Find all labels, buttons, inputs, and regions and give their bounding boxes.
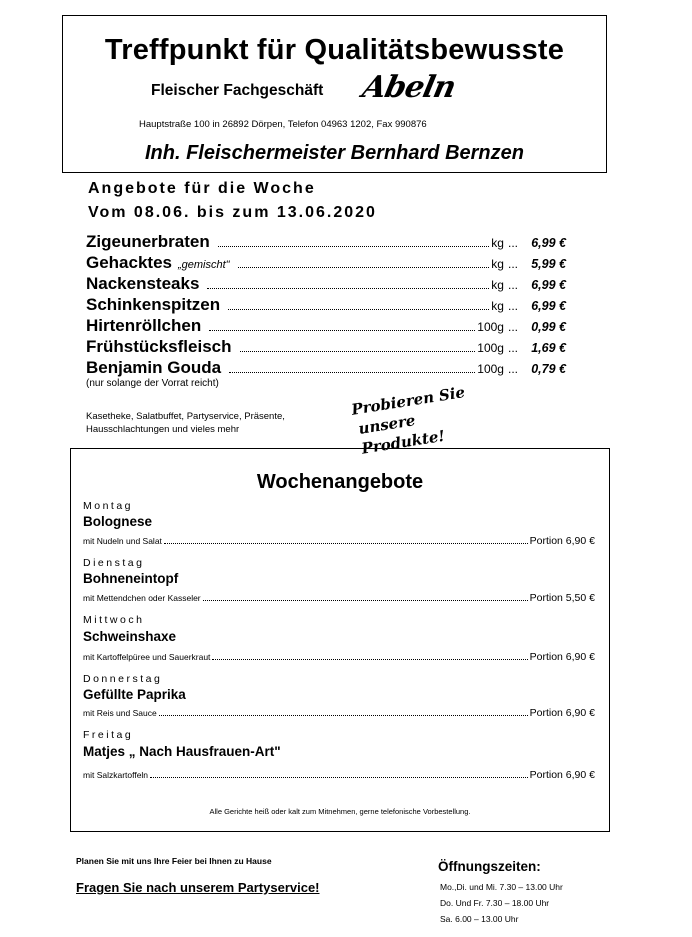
leader-dots: [164, 542, 528, 544]
leader-dots: [238, 266, 490, 268]
leader-dots: [212, 658, 527, 660]
product-name: Hirtenröllchen: [86, 316, 202, 335]
product-name: Zigeunerbraten: [86, 232, 210, 251]
product-note: „gemischt": [178, 259, 230, 271]
product-unit: 100g: [477, 320, 504, 334]
product-unit: kg: [491, 236, 504, 250]
offers-date-range: Vom 08.06. bis zum 13.06.2020: [88, 204, 377, 221]
dish-name: Bolognese: [83, 514, 153, 529]
day-label: Mittwoch: [83, 614, 145, 626]
leader-dots: [240, 350, 476, 352]
dish-side: mit Kartoffelpüree und Sauerkraut: [83, 652, 211, 662]
product-price: 1,69 €: [531, 341, 566, 355]
party-service-text: Fragen Sie nach unserem Partyservice!: [76, 880, 320, 895]
dish-row: [83, 592, 595, 604]
leader-dots: [229, 371, 475, 373]
leader-dots: [209, 329, 475, 331]
product-name: Gehacktes: [86, 253, 172, 272]
opening-hours-line: Do. Und Fr. 7.30 – 18.00 Uhr: [440, 898, 550, 908]
product-unit: kg: [491, 257, 504, 271]
day-label: Freitag: [83, 729, 134, 741]
dish-price: Portion 6,90 €: [529, 769, 595, 781]
dish-side: mit Salzkartoffeln: [83, 770, 149, 780]
leader-dots: [159, 714, 528, 716]
price-row: Nackensteaks kg ... 6,99 €: [86, 274, 566, 293]
dish-row: [83, 769, 595, 781]
leader-dots: [203, 599, 528, 601]
availability-note: (nur solange der Vorrat reicht): [86, 378, 219, 389]
dish-row: [83, 707, 595, 719]
dish-side: mit Reis und Sauce: [83, 708, 157, 718]
day-label: Donnerstag: [83, 673, 163, 685]
header-box: [62, 15, 607, 173]
price-row: Schinkenspitzen kg ... 6,99 €: [86, 295, 566, 314]
weekly-menu-footnote: Alle Gerichte heiß oder kalt zum Mitnehmen, gerne telefonische Vorbestellung.: [209, 807, 471, 816]
leader-dots: [218, 245, 490, 247]
weekly-menu-title: Wochenangebote: [256, 471, 424, 493]
leader-dots: [207, 287, 489, 289]
product-unit: kg: [491, 299, 504, 313]
dish-name: Schweinshaxe: [83, 629, 177, 644]
opening-hours-line: Mo.,Di. und Mi. 7.30 – 13.00 Uhr: [440, 882, 563, 892]
product-name: Nackensteaks: [86, 274, 200, 293]
product-unit: 100g: [477, 362, 504, 376]
opening-hours-line: Sa. 6.00 – 13.00 Uhr: [440, 914, 519, 924]
dish-price: Portion 6,90 €: [529, 651, 595, 663]
leader-dots: [150, 776, 528, 778]
services-text: Kasetheke, Salatbuffet, Partyservice, Präsente,: [86, 411, 285, 422]
dish-side: mit Nudeln und Salat: [83, 536, 162, 546]
shop-owner: Inh. Fleischermeister Bernhard Bernzen: [144, 142, 524, 164]
day-label: Dienstag: [83, 557, 145, 569]
price-row: Gehacktes „gemischt" kg ... 5,99 €: [86, 253, 566, 272]
price-row: Hirtenröllchen 100g ... 0,99 €: [86, 316, 566, 335]
dish-row: [83, 535, 595, 547]
price-row: Frühstücksfleisch 100g ... 1,69 €: [86, 337, 566, 356]
services-text: Hausschlachtungen und vieles mehr: [86, 424, 240, 435]
product-unit: kg: [491, 278, 504, 292]
price-row: Benjamin Gouda 100g ... 0,79 €: [86, 358, 566, 377]
product-price: 0,79 €: [531, 362, 566, 376]
product-price: 0,99 €: [531, 320, 566, 334]
shop-logo: Abeln: [359, 70, 459, 105]
leader-dots: [228, 308, 489, 310]
party-plan-text: Planen Sie mit uns Ihre Feier bei Ihnen zu Hause: [76, 856, 272, 866]
weekly-menu-box: [70, 448, 610, 832]
product-price: 5,99 €: [531, 257, 566, 271]
slogan-line: Probieren Sie: [350, 383, 467, 419]
day-label: Montag: [83, 500, 134, 512]
dish-row: [83, 651, 595, 663]
product-unit: 100g: [477, 341, 504, 355]
dish-price: Portion 6,90 €: [529, 707, 595, 719]
product-name: Benjamin Gouda: [86, 358, 222, 377]
dish-name: Bohneneintopf: [83, 571, 179, 586]
shop-name: Fleischer Fachgeschäft: [151, 82, 324, 99]
dish-name: Matjes „ Nach Hausfrauen-Art": [83, 744, 281, 759]
dish-price: Portion 5,50 €: [529, 592, 595, 604]
dish-name: Gefüllte Paprika: [83, 687, 186, 702]
offers-heading: Angebote für die Woche: [88, 180, 316, 197]
product-name: Schinkenspitzen: [86, 295, 221, 314]
dish-side: mit Mettendchen oder Kasseler: [83, 593, 201, 603]
slogan-line: unsere Produkte!: [357, 411, 447, 458]
product-price: 6,99 €: [531, 299, 566, 313]
opening-hours-title: Öffnungszeiten:: [438, 859, 541, 874]
price-row: Zigeunerbraten kg ... 6,99 €: [86, 232, 566, 251]
product-price: 6,99 €: [531, 278, 566, 292]
page-title: Treffpunkt für Qualitätsbewusste: [104, 34, 565, 66]
product-name: Frühstücksfleisch: [86, 337, 232, 356]
dish-price: Portion 6,90 €: [529, 535, 595, 547]
shop-address: Hauptstraße 100 in 26892 Dörpen, Telefon 04963 1202, Fax 990876: [139, 119, 427, 130]
product-price: 6,99 €: [531, 236, 566, 250]
